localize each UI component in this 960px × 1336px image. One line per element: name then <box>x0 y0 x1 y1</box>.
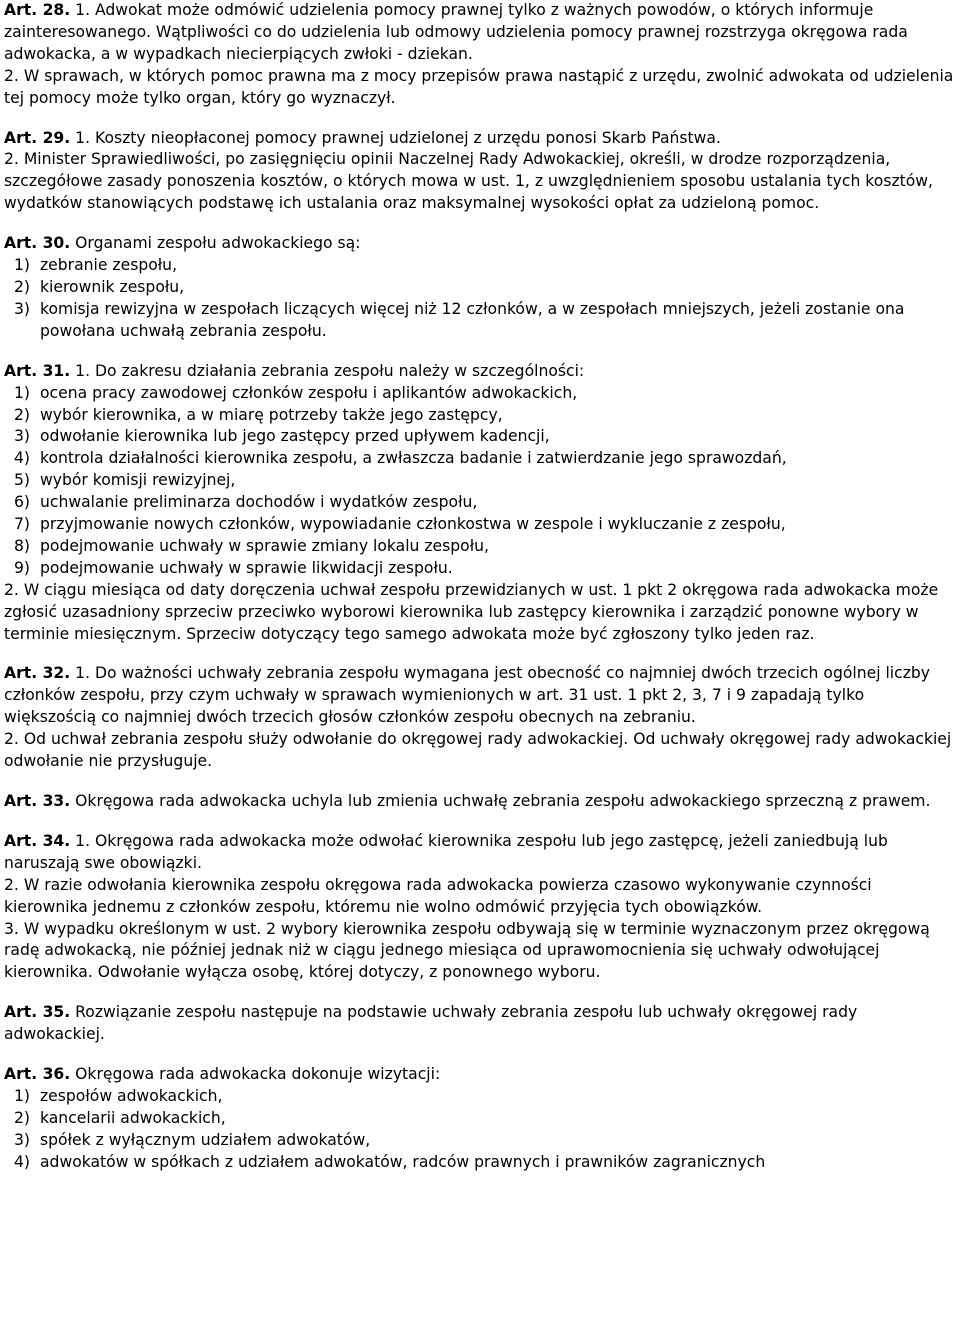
article-lead-text: 1. Koszty nieopłaconej pomocy prawnej udzielonej z urzędu ponosi Skarb Państwa. <box>70 128 721 147</box>
article-label: Art. 28. <box>4 1 71 19</box>
list-item-text: komisja rewizyjna w zespołach liczących więcej niż 12 członków, a w zespołach mniejszych, jeżeli zostanie ona powołana uchwałą zebrania zespołu. <box>40 299 905 340</box>
list-item <box>4 514 960 536</box>
article-label: Art. 34. <box>4 831 71 850</box>
list-item-number: 4) <box>14 1152 31 1171</box>
article-block <box>4 128 960 216</box>
list-item-text: kontrola działalności kierownika zespołu, a zwłaszcza badanie i zatwierdzanie jego sprawozdań, <box>40 449 787 468</box>
list-item-number: 9) <box>14 558 31 577</box>
article-block <box>4 791 960 813</box>
list-item-number: 8) <box>14 536 31 555</box>
list-item <box>4 255 960 277</box>
article-intro <box>4 361 960 383</box>
numbered-list <box>4 255 960 343</box>
list-item <box>4 383 960 405</box>
article-intro <box>4 791 960 813</box>
article-intro <box>4 1064 960 1086</box>
article-lead-text: Organami zespołu adwokackiego są: <box>70 234 361 253</box>
list-item <box>4 277 960 299</box>
list-item <box>4 1108 960 1130</box>
list-item <box>4 536 960 558</box>
list-item-number: 2) <box>14 277 31 296</box>
list-item <box>4 558 960 580</box>
article-lead-text: Rozwiązanie zespołu następuje na podstawie uchwały zebrania zespołu lub uchwały okręgowej rady adwokackiej. <box>4 1003 858 1044</box>
list-item-text: przyjmowanie nowych członków, wypowiadanie członkostwa w zespole i wykluczanie z zespołu, <box>40 515 786 534</box>
list-item <box>4 470 960 492</box>
list-item-number: 3) <box>14 427 31 446</box>
article-block <box>4 663 960 773</box>
article-paragraph: 2. Od uchwał zebrania zespołu służy odwołanie do okręgowej rady adwokackiej. Od uchwały okręgowej rady adwokackiej odwołanie nie przysługuje. <box>4 730 952 771</box>
article-label: Art. 32. <box>4 664 71 683</box>
list-item <box>4 1086 960 1108</box>
numbered-list <box>4 383 960 580</box>
article-intro <box>4 128 960 150</box>
list-item-number: 1) <box>14 1086 31 1105</box>
article-block <box>4 233 960 343</box>
list-item-text: odwołanie kierownika lub jego zastępcy przed upływem kadencji, <box>40 427 550 446</box>
list-item <box>4 492 960 514</box>
article-intro <box>4 0 960 66</box>
article-paragraph: 2. W ciągu miesiąca od daty doręczenia uchwał zespołu przewidzianych w ust. 1 pkt 2 okręgowa rada adwokacka może zgłosić uzasadniony sprzeciw przeciwko wyborowi kierownika lub zastępcy kierownika i zarządzić ponowne wybory w terminie miesięcznym. Sprzeciw dotyczący tego samego adwokata może być zgłoszony tylko jeden raz. <box>4 580 939 643</box>
article-label: Art. 36. <box>4 1065 71 1084</box>
list-item-number: 6) <box>14 493 31 512</box>
list-item <box>4 405 960 427</box>
article-intro <box>4 663 960 729</box>
article-label: Art. 29. <box>4 128 71 147</box>
article-label: Art. 30. <box>4 234 71 253</box>
numbered-list <box>4 1086 960 1174</box>
article-label: Art. 31. <box>4 361 71 380</box>
list-item-number: 2) <box>14 405 31 424</box>
list-item <box>4 1152 960 1174</box>
article-lead-text: 1. Adwokat może odmówić udzielenia pomocy prawnej tylko z ważnych powodów, o których informuje zainteresowanego. Wątpliwości co do udzielenia lub odmowy udzielenia pomocy prawnej rozstrzyga okręgowa rada adwokacka, a w wypadkach niecierpiących zwłoki - dziekan. <box>4 1 908 63</box>
article-lead-text: Okręgowa rada adwokacka uchyla lub zmienia uchwałę zebrania zespołu adwokackiego sprzeczną z prawem. <box>70 792 931 810</box>
list-item-text: kierownik zespołu, <box>40 277 185 296</box>
list-item-number: 2) <box>14 1108 31 1127</box>
article-paragraph: 2. W razie odwołania kierownika zespołu okręgowa rada adwokacka powierza czasowo wykonywanie czynności kierownika jednemu z członków zespołu, któremu nie wolno odmówić przyjęcia tych obowiązków. <box>4 875 872 916</box>
list-item-text: podejmowanie uchwały w sprawie likwidacji zespołu. <box>40 558 453 577</box>
list-item-text: spółek z wyłącznym udziałem adwokatów, <box>40 1130 371 1149</box>
article-block <box>4 831 960 984</box>
list-item-text: adwokatów w spółkach z udziałem adwokatów, radców prawnych i prawników zagranicznych <box>40 1152 766 1171</box>
article-block <box>4 1002 960 1046</box>
article-intro <box>4 831 960 875</box>
list-item-text: uchwalanie preliminarza dochodów i wydatków zespołu, <box>40 493 478 512</box>
list-item-text: wybór kierownika, a w miarę potrzeby także jego zastępcy, <box>40 405 503 424</box>
article-paragraph: 2. Minister Sprawiedliwości, po zasięgnięciu opinii Naczelnej Rady Adwokackiej, określi, w drodze rozporządzenia, szczegółowe zasady ponoszenia kosztów, o których mowa w ust. 1, z uwzględnieniem sposobu ustalania tych kosztów, wydatków stanowiących podstawę ich ustalania oraz maksymalnej wysokości opłat za udzieloną pomoc. <box>4 150 933 213</box>
list-item-number: 4) <box>14 449 31 468</box>
list-item-text: kancelarii adwokackich, <box>40 1108 226 1127</box>
article-intro <box>4 233 960 255</box>
article-block <box>4 361 960 646</box>
article-label: Art. 33. <box>4 792 71 810</box>
article-lead-text: 1. Do ważności uchwały zebrania zespołu wymagana jest obecność co najmniej dwóch trzecich ogólnej liczby członków zespołu, przy czym uchwały w sprawach wymienionych w art. 31 ust. 1 pkt 2, 3, 7 i 9 zapadają tylko większością co najmniej dwóch trzecich głosów członków zespołu obecnych na zebraniu. <box>4 664 931 727</box>
list-item-number: 1) <box>14 256 31 275</box>
article-block <box>4 0 960 110</box>
list-item <box>4 1130 960 1152</box>
article-lead-text: 1. Do zakresu działania zebrania zespołu należy w szczególności: <box>70 361 585 380</box>
article-lead-text: 1. Okręgowa rada adwokacka może odwołać kierownika zespołu lub jego zastępcę, jeżeli zaniedbują lub naruszają swe obowiązki. <box>4 831 888 872</box>
list-item-number: 3) <box>14 1130 31 1149</box>
list-item-text: zespołów adwokackich, <box>40 1086 223 1105</box>
list-item-number: 3) <box>14 299 31 318</box>
list-item <box>4 299 960 343</box>
list-item-number: 1) <box>14 383 31 402</box>
article-paragraph: 3. W wypadku określonym w ust. 2 wybory kierownika zespołu odbywają się w terminie wyznaczonym przez okręgową radę adwokacką, nie później jednak niż w ciągu jednego miesiąca od uprawomocnienia się uchwały odwołującej kierownika. Odwołanie wyłącza osobę, której dotyczy, z ponownego wyboru. <box>4 919 930 982</box>
list-item-text: wybór komisji rewizyjnej, <box>40 471 236 490</box>
list-item <box>4 426 960 448</box>
list-item-number: 7) <box>14 515 31 534</box>
article-block <box>4 1064 960 1174</box>
list-item-number: 5) <box>14 471 31 490</box>
article-label: Art. 35. <box>4 1003 71 1022</box>
list-item <box>4 448 960 470</box>
article-paragraph: 2. W sprawach, w których pomoc prawna ma z mocy przepisów prawa nastąpić z urzędu, zwolnić adwokata od udzielenia tej pomocy może tylko organ, który go wyznaczył. <box>4 66 954 107</box>
list-item-text: zebranie zespołu, <box>40 256 178 275</box>
list-item-text: ocena pracy zawodowej członków zespołu i aplikantów adwokackich, <box>40 383 578 402</box>
article-lead-text: Okręgowa rada adwokacka dokonuje wizytacji: <box>70 1065 441 1084</box>
article-intro <box>4 1002 960 1046</box>
list-item-text: podejmowanie uchwały w sprawie zmiany lokalu zespołu, <box>40 536 489 555</box>
